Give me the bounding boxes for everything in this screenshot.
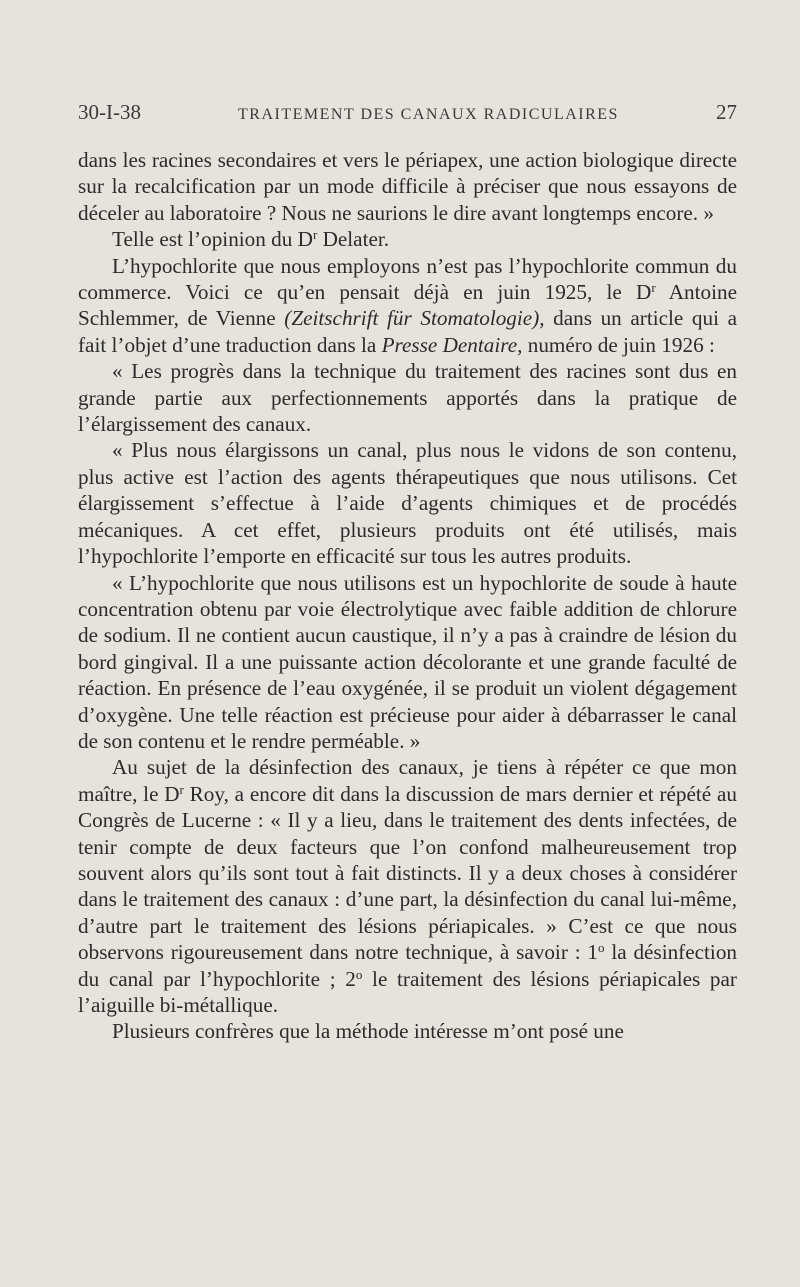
paragraph-2 — [78, 226, 737, 252]
paragraph-6: « L’hypochlorite que nous utilisons est un hypochlorite de soude à haute concentration obtenu par voie électrolytique avec faible addition de chlorure de sodium. Il ne contient aucun caustique, il n’y a pas à craindre de lésion du bord gingival. Il a une puissante action décolorante et une grande faculté de réaction. En présence de l’eau oxygénée, il se produit un violent dégagement d’oxygène. Une telle réaction est précieuse pour aider à débarrasser le canal de son contenu et le rendre perméable. » — [78, 570, 737, 753]
running-title: TRAITEMENT DES CANAUX RADICULAIRES — [238, 106, 619, 123]
paragraph-2-text-a: Telle est l’opinion du D — [112, 227, 313, 252]
paragraph-3 — [78, 253, 737, 359]
journal-title-presse-dentaire: Presse Dentaire, — [381, 332, 523, 357]
paragraph-7-text-b: Roy, a encore dit dans la discussion de mars dernier et répété au Congrès de Lucerne : « Il y a lieu, dans le traitement des dents infectées, de tenir compte de deux facteurs que l’on confond malheureusement trop souvent alors qu’ils sont tout à fait distincts. Il y a deux choses à considérer dans le traitement des canaux : d’une part, la désinfection du canal lui-même, d’autre part le traitement des lésions périapicales. » C’est ce que nous observons rigoureusement dans notre technique, à savoir : 1 — [78, 781, 737, 965]
paragraph-2-text-b: Delater. — [317, 227, 390, 252]
superscript-o: o — [598, 940, 605, 956]
superscript-r: r — [179, 781, 184, 797]
paragraph-3-text-c: dans un article qui a fait l’objet d’une traduction dans la — [78, 306, 737, 357]
paragraph-7-text-c: la désinfection du canal par l’hypochlorite ; 2 — [78, 940, 738, 991]
page-header — [78, 100, 737, 134]
paragraph-3-text-d: numéro de juin 1926 : — [522, 332, 715, 357]
paragraph-3-text-a: L’hypochlorite que nous employons n’est pas l’hypochlorite commun du commerce. Voici ce qu’en pensait déjà en juin 1925, le D — [78, 253, 737, 305]
paragraph-8: Plusieurs confrères que la méthode intéresse m’ont posé une — [112, 1019, 624, 1044]
paragraph-3-text-b: Antoine Schlemmer, de Vienne — [78, 280, 737, 331]
page-number: 27 — [716, 100, 737, 124]
paragraph-1: dans les racines secondaires et vers le périapex, une action biologique directe sur la recalcification par un mode difficile à préciser que nous essayons de déceler au laboratoire ? Nous ne saurions le dire avant longtemps encore. » — [78, 148, 737, 225]
superscript-r: r — [312, 227, 318, 243]
body-text — [78, 147, 737, 1045]
superscript-o: o — [355, 966, 363, 982]
paragraph-4: « Les progrès dans la technique du traitement des racines sont dus en grande partie aux perfectionnements apportés dans la pratique de l’élargissement des canaux. — [78, 359, 737, 437]
journal-title-zeitschrift: (Zeitschrift für Stomatologie), — [284, 306, 545, 331]
superscript-r: r — [651, 280, 656, 296]
paragraph-7-text-a: Au sujet de la désinfection des canaux, je tiens à répéter ce que mon maître, le D — [78, 755, 737, 806]
paragraph-5: « Plus nous élargissons un canal, plus nous le vidons de son contenu, plus active est l’action des agents thérapeutiques que nous utilisons. Cet élargissement s’effectue à l’aide d’agents chimiques et de procédés mécaniques. A cet effet, plusieurs produits ont été utilisés, mais l’hypochlorite l’emporte en efficacité sur tous les autres produits. — [78, 438, 737, 569]
header-date: 30-I-38 — [78, 100, 141, 124]
paragraph-7-text-d: le traitement des lésions périapicales par l’aiguille bi-métallique. — [78, 966, 737, 1017]
paragraph-7 — [78, 754, 737, 1018]
